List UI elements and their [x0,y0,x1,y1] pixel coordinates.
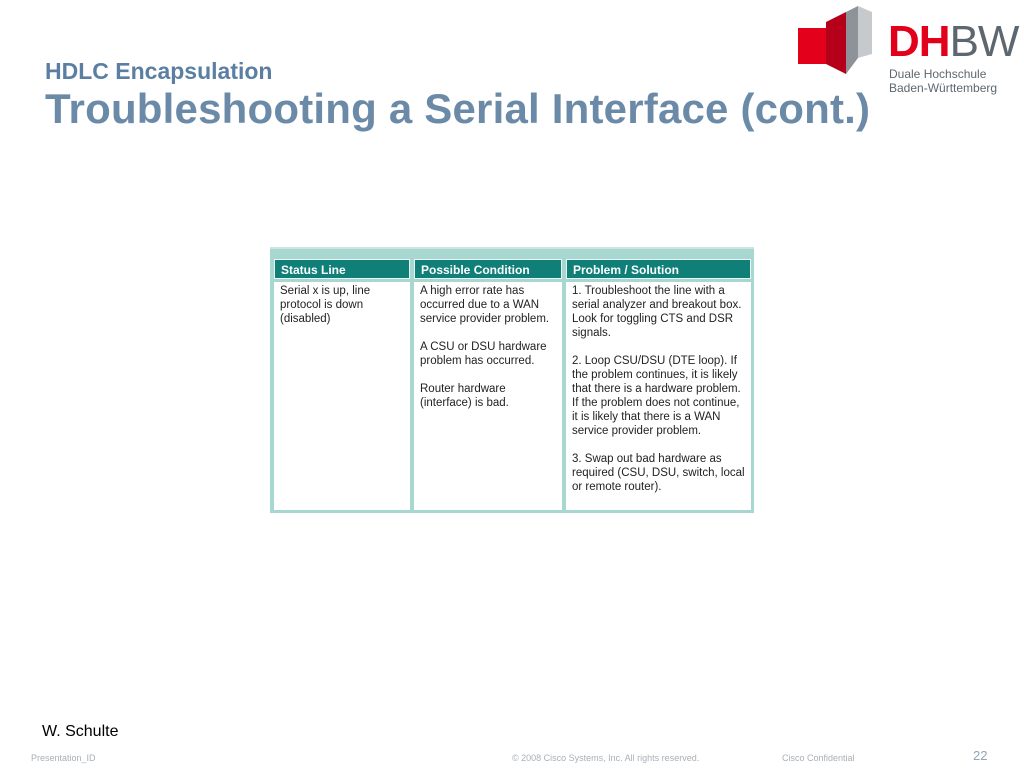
slide-subtitle: HDLC Encapsulation [45,58,273,84]
confidential-label: Cisco Confidential [782,753,855,763]
table-header-problem-solution: Problem / Solution [566,259,751,279]
presentation-id: Presentation_ID [31,753,96,763]
dhbw-logo [798,6,1018,96]
table-cell-status: Serial x is up, line protocol is down (disabled) [274,282,410,510]
table-cell-condition: A high error rate has occurred due to a WAN service provider problem. A CSU or DSU hardware problem has occurred. Router hardware (interface) is bad. [414,282,562,510]
table-cell-solution: 1. Troubleshoot the line with a serial analyzer and breakout box. Look for toggling CTS and DSR signals. 2. Loop CSU/DSU (DTE loop). If the problem continues, it is likely that there is a hardware problem. If the problem does not continue, it is likely that there is a WAN service provider problem. 3. Swap out bad hardware as required (CSU, DSU, switch, local or remote router). [566,282,751,510]
logo-line-1: Duale Hochschule [889,67,987,81]
table-header-possible-condition: Possible Condition [414,259,562,279]
slide-title: Troubleshooting a Serial Interface (cont.) [45,85,871,132]
logo-abbr-gray: BW [949,17,1019,66]
dhbw-logo-icon [798,6,878,81]
logo-abbr-red: DH [888,17,950,66]
troubleshooting-table [274,259,751,510]
logo-line-2: Baden-Württemberg [889,81,998,95]
logo-abbreviation [888,17,1019,66]
table-header-status-line: Status Line [274,259,410,279]
troubleshooting-table-image [270,247,754,513]
author-name: W. Schulte [42,723,119,740]
page-number: 22 [973,748,988,763]
logo-subtext [889,67,997,95]
copyright-notice: © 2008 Cisco Systems, Inc. All rights reserved. [512,753,700,763]
